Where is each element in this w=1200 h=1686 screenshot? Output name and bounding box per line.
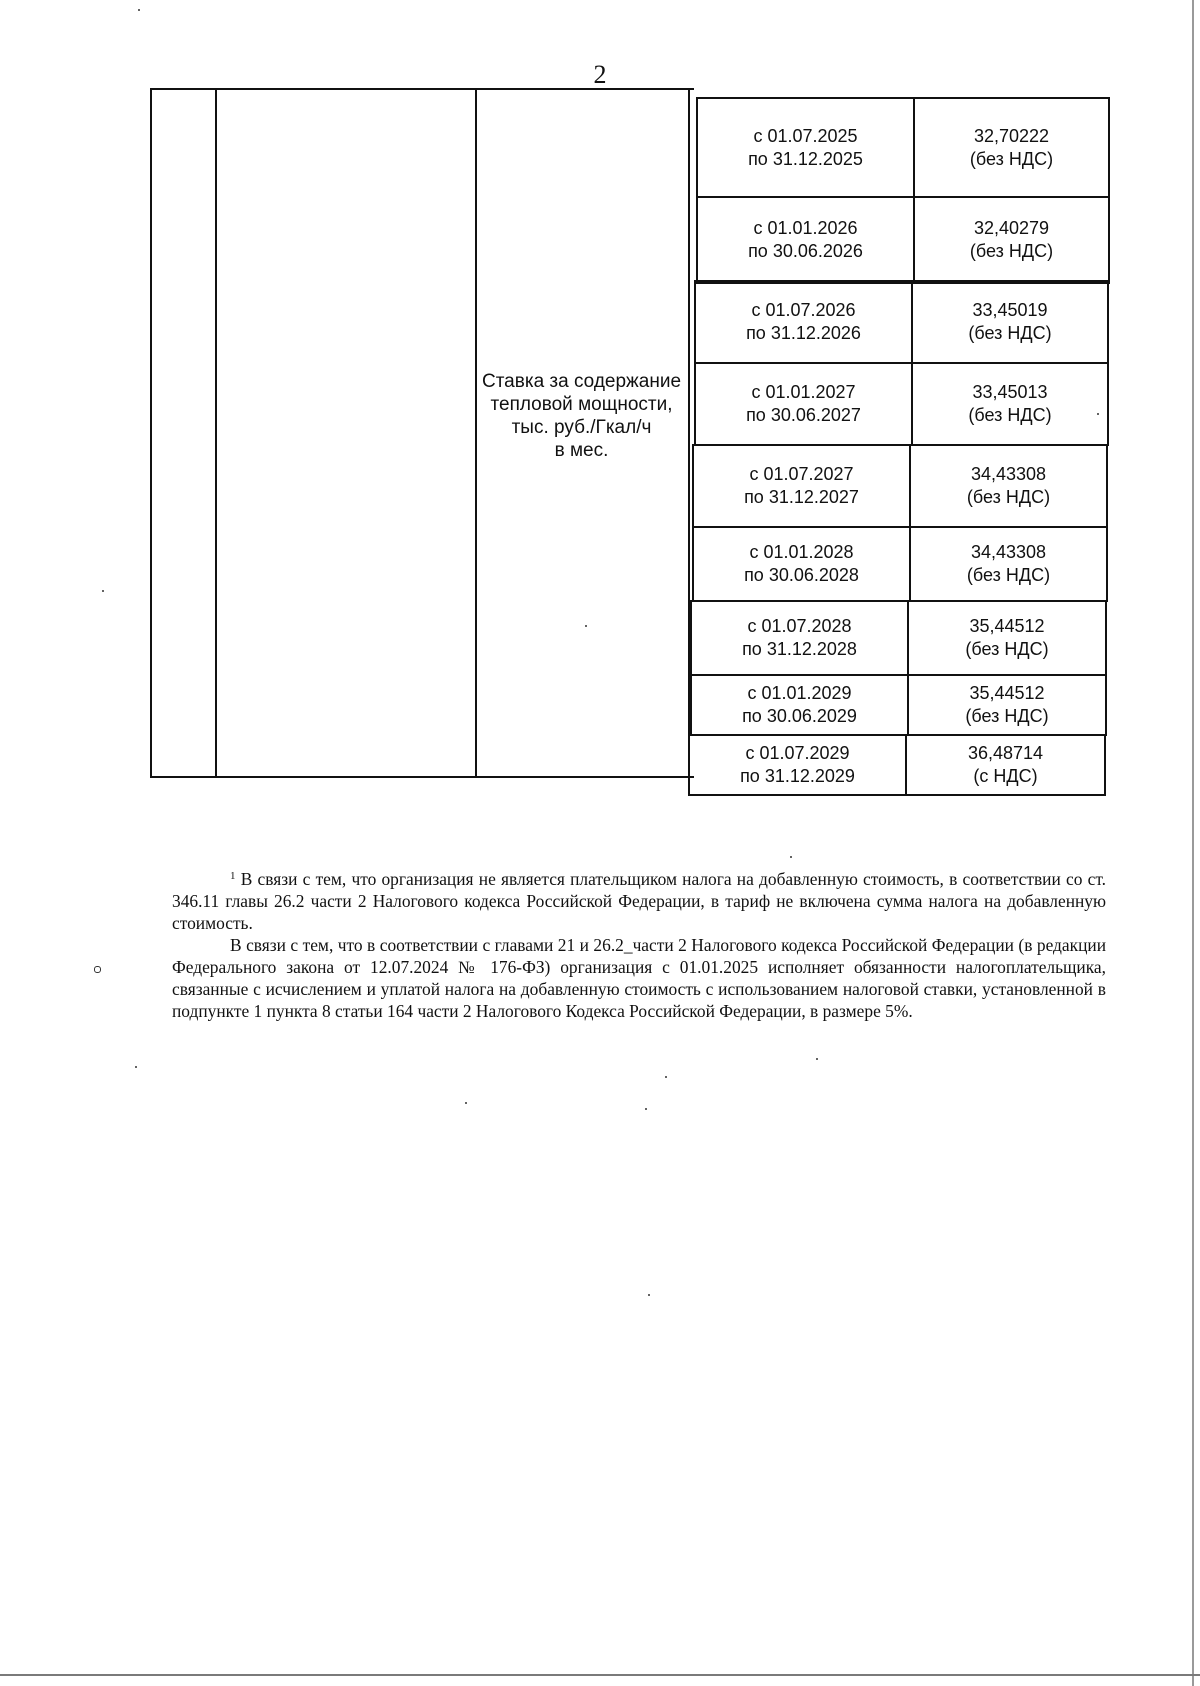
scan-speck — [645, 1108, 647, 1110]
vat-note: (без НДС) — [965, 639, 1049, 659]
rate-label-line: Ставка за содержание — [481, 371, 682, 392]
rate-label-line: тепловой мощности, — [490, 394, 673, 415]
tariff-row — [694, 280, 1109, 364]
footnote-marker: 1 — [230, 870, 236, 882]
tariff-row — [696, 97, 1110, 198]
value-cell — [909, 602, 1105, 674]
period-to: по 31.12.2025 — [748, 148, 863, 169]
scan-edge-right — [1192, 0, 1194, 1686]
scan-speck — [665, 1076, 667, 1078]
tariff-row — [694, 362, 1109, 446]
period-to: по 31.12.2028 — [742, 639, 857, 659]
value-cell — [909, 676, 1105, 734]
period-cell — [698, 99, 915, 196]
scan-speck — [465, 1102, 467, 1104]
period-from: с 01.07.2029 — [745, 743, 850, 763]
scan-speck — [1097, 413, 1099, 415]
period-from: с 01.01.2027 — [751, 382, 856, 402]
period-cell — [692, 676, 909, 734]
period-from: с 01.01.2026 — [753, 218, 858, 238]
page-number: 2 — [593, 60, 607, 89]
period-cell — [692, 602, 909, 674]
footnotes-block — [172, 865, 1106, 1022]
footnote-paragraph: В связи с тем, что в соответствии с главами 21 и 26.2_части 2 Налогового кодекса Российской Федерации (в редакции Федерального закона от 12.07.2024 № 176-ФЗ) организация с 01.01.2025 исполняет обязанности налогоплательщика, связанные с исчислением и уплатой налога на добавленную стоимость с использованием налоговой ставки, установленной в подпункте 1 пункта 8 статьи 164 части 2 Налогового Кодекса Российской Федерации, в размере 5%. — [172, 935, 1106, 1021]
rate-label-line: в мес. — [554, 440, 609, 461]
tariff-row — [692, 444, 1108, 528]
period-from: с 01.07.2026 — [751, 300, 856, 320]
period-cell — [698, 198, 915, 282]
vat-note: (без НДС) — [965, 706, 1049, 726]
value-cell — [913, 364, 1107, 444]
vat-note: (с НДС) — [973, 766, 1038, 786]
period-cell — [696, 364, 913, 444]
value-cell — [911, 528, 1106, 600]
rate-value: 33,45019 — [972, 300, 1048, 320]
scan-speck — [94, 966, 101, 973]
vat-note: (без НДС) — [968, 323, 1052, 343]
period-to: по 31.12.2026 — [746, 323, 861, 343]
footnote-text: В связи с тем, что организация не является плательщиком налога на добавленную стоимость, в соответствии со ст. 346.11 главы 26.2 части 2 Налогового кодекса Российской Федерации, в тариф не включена сумма налога на добавленную стоимость. — [172, 869, 1106, 933]
tariff-row — [688, 734, 1106, 796]
period-cell — [694, 446, 911, 526]
period-to: по 30.06.2026 — [748, 241, 863, 261]
tariff-table-left-columns — [150, 88, 694, 778]
period-from: с 01.01.2028 — [749, 542, 854, 562]
period-cell — [696, 282, 913, 362]
value-cell — [907, 736, 1104, 794]
period-to: по 30.06.2029 — [742, 706, 857, 726]
period-cell — [694, 528, 911, 600]
rate-value: 33,45013 — [972, 382, 1048, 402]
vat-note: (без НДС) — [966, 565, 1051, 585]
period-from: с 01.01.2029 — [747, 683, 852, 703]
period-from: с 01.07.2028 — [747, 616, 852, 636]
value-cell — [911, 446, 1106, 526]
period-to: по 30.06.2027 — [746, 405, 861, 425]
rate-value: 32,70222 — [973, 125, 1050, 146]
period-to: по 31.12.2027 — [744, 487, 859, 507]
rate-label-cell — [475, 370, 688, 462]
vat-note: (без НДС) — [968, 405, 1052, 425]
scan-speck — [790, 856, 792, 858]
rate-label-line: тыс. руб./Гкал/ч — [511, 417, 652, 438]
footnote-paragraph — [172, 865, 1106, 934]
period-to: по 30.06.2028 — [744, 565, 859, 585]
scan-speck — [648, 1294, 650, 1296]
table-column-divider — [215, 90, 217, 776]
scan-speck — [135, 1066, 137, 1068]
rate-value: 36,48714 — [967, 743, 1044, 763]
tariff-row — [690, 674, 1107, 736]
rate-value: 35,44512 — [969, 683, 1045, 703]
rate-value: 32,40279 — [973, 218, 1050, 238]
rate-value: 35,44512 — [969, 616, 1045, 636]
value-cell — [915, 99, 1108, 196]
scan-speck — [816, 1058, 818, 1060]
tariff-row — [692, 526, 1108, 602]
value-cell — [913, 282, 1107, 362]
tariff-row — [696, 196, 1110, 284]
period-from: с 01.07.2025 — [753, 125, 858, 146]
value-cell — [915, 198, 1108, 282]
period-to: по 31.12.2029 — [740, 766, 855, 786]
tariff-row — [690, 600, 1107, 676]
vat-note: (без НДС) — [969, 148, 1054, 169]
scan-speck — [102, 590, 104, 592]
scan-speck — [138, 9, 140, 11]
period-from: с 01.07.2027 — [749, 464, 854, 484]
scan-speck — [585, 625, 587, 627]
scan-edge-bottom — [0, 1674, 1200, 1676]
vat-note: (без НДС) — [966, 487, 1051, 507]
rate-value: 34,43308 — [970, 464, 1047, 484]
period-cell — [690, 736, 907, 794]
vat-note: (без НДС) — [969, 241, 1054, 261]
rate-value: 34,43308 — [970, 542, 1047, 562]
